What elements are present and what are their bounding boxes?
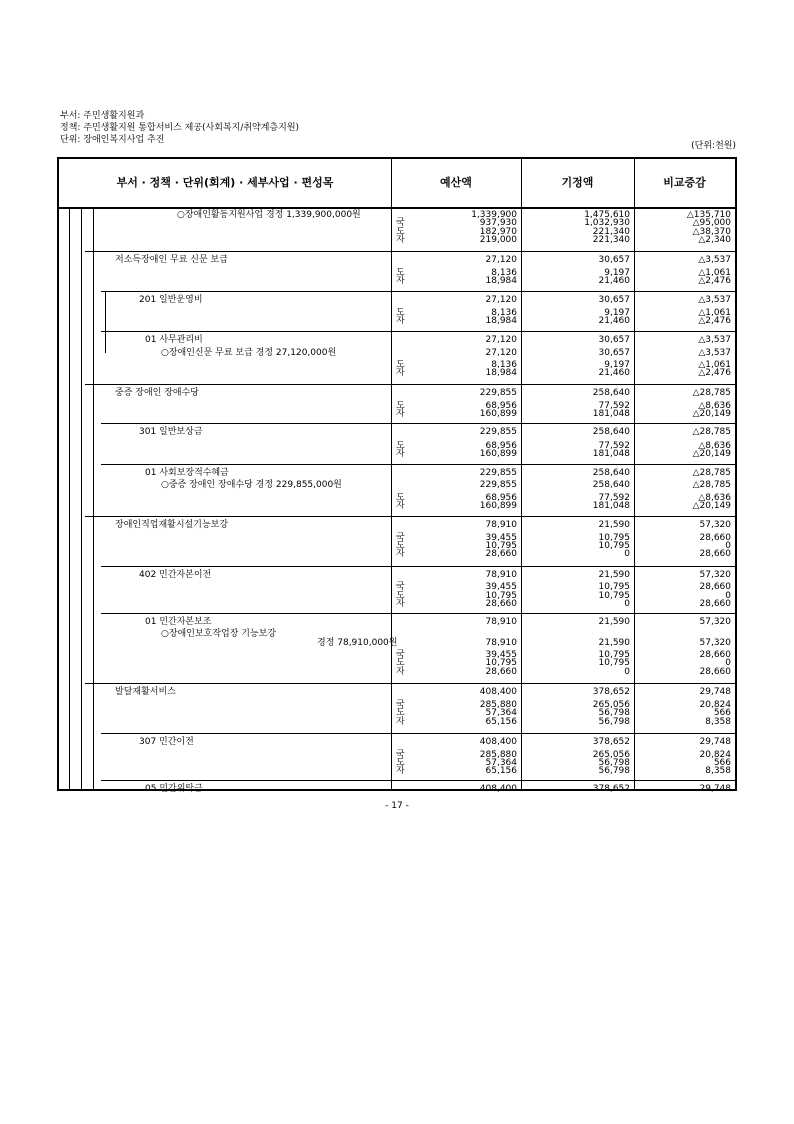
row-budget-value: 285,880 [479,750,517,760]
row-budget-value: 27,120 [485,295,517,305]
row-previous-value: 21,460 [598,368,630,378]
row-source-label: 자 [396,449,405,459]
row-separator [85,516,735,517]
row-diff-value: 28,660 [699,549,731,559]
row-diff-value: △8,636 [698,493,731,503]
row-diff-value: △2,340 [698,235,731,245]
row-previous-value: 1,475,610 [584,210,630,220]
row-budget-value: 27,120 [485,335,517,345]
row-separator [85,683,735,684]
row-budget-value: 229,855 [479,427,517,437]
department-line: 부서: 주민생활지원과 [60,111,145,121]
indent-guide [105,291,106,353]
row-previous-value: 77,592 [598,441,630,451]
row-source-label: 도 [396,360,405,370]
row-previous-value: 21,590 [598,638,630,648]
row-budget-value: 78,910 [485,570,517,580]
row-diff-value: 28,660 [699,667,731,677]
row-previous-value: 265,056 [592,700,630,710]
row-diff-value: 29,748 [699,687,731,697]
row-previous-value: 77,592 [598,493,630,503]
row-budget-value: 8,136 [491,360,517,370]
row-budget-value: 68,956 [485,401,517,411]
row-diff-value: 29,748 [699,784,731,794]
row-item-label: ○장애인보호작업장 기능보강 [161,629,277,639]
row-budget-value: 57,364 [485,758,517,768]
row-previous-value: 56,798 [598,708,630,718]
row-previous-value: 56,798 [598,766,630,776]
row-budget-value: 68,956 [485,441,517,451]
row-item-label: 01 사무관리비 [145,335,203,345]
row-diff-value: △3,537 [698,335,731,345]
row-budget-value: 39,455 [485,582,517,592]
row-previous-value: 258,640 [592,480,630,490]
row-diff-value: △28,785 [692,480,731,490]
row-previous-value: 258,640 [592,388,630,398]
row-item-label: ○중증 장애인 장애수당 경정 229,855,000원 [161,480,342,490]
row-budget-value: 18,984 [485,368,517,378]
row-previous-value: 21,460 [598,316,630,326]
row-diff-value: 0 [725,658,731,668]
row-diff-value: △8,636 [698,401,731,411]
row-separator [101,733,735,734]
row-previous-value: 0 [624,667,630,677]
row-previous-value: 10,795 [598,541,630,551]
row-budget-value: 78,910 [485,520,517,530]
row-source-label: 국 [396,750,405,760]
row-diff-value: 29,748 [699,737,731,747]
row-previous-value: 221,340 [592,235,630,245]
row-previous-value: 21,590 [598,520,630,530]
column-divider [521,159,522,789]
row-budget-value: 65,156 [485,717,517,727]
row-budget-value: 57,364 [485,708,517,718]
row-source-label: 국 [396,582,405,592]
row-previous-value: 378,652 [592,784,630,794]
row-diff-value: △1,061 [698,268,731,278]
row-previous-value: 378,652 [592,737,630,747]
row-budget-value: 39,455 [485,533,517,543]
row-budget-value: 408,400 [479,737,517,747]
row-source-label: 자 [396,235,405,245]
row-previous-value: 21,590 [598,617,630,627]
row-previous-value: 258,640 [592,468,630,478]
row-separator [101,780,735,781]
row-diff-value: △20,149 [692,409,731,419]
row-budget-value: 160,899 [479,449,517,459]
policy-line: 정책: 주민생활지원 통합서비스 제공(사회복지/취약계층지원) [60,123,300,133]
row-previous-value: 378,652 [592,687,630,697]
row-previous-value: 181,048 [592,501,630,511]
row-diff-value: △1,061 [698,360,731,370]
row-diff-value: 8,358 [705,717,731,727]
row-budget-value: 28,660 [485,599,517,609]
row-source-label: 자 [396,368,405,378]
row-budget-value: 39,455 [485,650,517,660]
column-divider [634,159,635,789]
row-diff-value: 28,660 [699,533,731,543]
row-diff-value: △3,537 [698,295,731,305]
row-source-label: 자 [396,667,405,677]
row-diff-value: △2,476 [698,368,731,378]
row-source-label: 도 [396,268,405,278]
row-item-label: ○장애인신문 무료 보급 경정 27,120,000원 [161,348,337,358]
row-source-label: 자 [396,599,405,609]
row-diff-value: △1,061 [698,308,731,318]
row-item-label: 중증 장애인 장애수당 [115,388,199,398]
row-separator [101,291,735,292]
row-budget-value: 18,984 [485,316,517,326]
row-source-label: 도 [396,401,405,411]
row-source-label: 국 [396,218,405,228]
row-diff-value: 20,824 [699,750,731,760]
row-budget-value: 1,339,900 [471,210,517,220]
row-source-label: 도 [396,758,405,768]
budget-table [57,157,737,794]
row-diff-value: 28,660 [699,599,731,609]
page-number: - 17 - [385,801,409,811]
row-item-label: 01 민간자본보조 [145,617,212,627]
row-diff-value: △28,785 [692,388,731,398]
row-diff-value: △2,476 [698,276,731,286]
row-item-label: 경정 78,910,000원 [317,638,398,648]
row-diff-value: △8,636 [698,441,731,451]
row-separator [101,464,735,465]
row-diff-value: 28,660 [699,582,731,592]
row-separator [101,566,735,567]
row-item-label: 발달재활서비스 [115,687,176,697]
row-previous-value: 9,197 [604,268,630,278]
row-diff-value: 566 [713,758,731,768]
header-budget: 예산액 [440,176,472,189]
row-budget-value: 18,984 [485,276,517,286]
row-source-label: 도 [396,227,405,237]
row-previous-value: 30,657 [598,295,630,305]
row-diff-value: 20,824 [699,700,731,710]
row-previous-value: 56,798 [598,758,630,768]
row-budget-value: 10,795 [485,658,517,668]
row-previous-value: 0 [624,549,630,559]
row-diff-value: △28,785 [692,468,731,478]
row-item-label: 307 민간이전 [139,737,194,747]
row-diff-value: △28,785 [692,427,731,437]
row-budget-value: 8,136 [491,308,517,318]
row-budget-value: 68,956 [485,493,517,503]
row-previous-value: 77,592 [598,401,630,411]
header-previous: 기정액 [561,176,594,189]
row-source-label: 자 [396,409,405,419]
row-source-label: 도 [396,308,405,318]
row-source-label: 국 [396,700,405,710]
row-source-label: 자 [396,766,405,776]
row-budget-value: 28,660 [485,549,517,559]
row-budget-value: 229,855 [479,468,517,478]
row-budget-value: 10,795 [485,541,517,551]
row-separator [101,613,735,614]
row-diff-value: △3,537 [698,348,731,358]
row-source-label: 국 [396,533,405,543]
row-budget-value: 10,795 [485,591,517,601]
indent-guide [81,207,82,789]
row-budget-value: 160,899 [479,409,517,419]
row-budget-value: 78,910 [485,617,517,627]
row-previous-value: 221,340 [592,227,630,237]
row-item-label: 301 일반보상금 [139,427,203,437]
row-budget-value: 408,400 [479,784,517,794]
row-budget-value: 229,855 [479,388,517,398]
row-source-label: 자 [396,276,405,286]
unit-line: 단위: 장애인복지사업 추진 [60,135,165,145]
row-previous-value: 9,197 [604,308,630,318]
row-item-label: 01 사회보장적수혜금 [145,468,229,478]
row-separator [101,423,735,424]
row-item-label: 05 민간위탁금 [145,784,203,794]
row-diff-value: 566 [713,708,731,718]
row-diff-value: △20,149 [692,449,731,459]
row-source-label: 도 [396,708,405,718]
row-diff-value: △20,149 [692,501,731,511]
header-diff: 비교증감 [663,176,706,189]
row-diff-value: 57,320 [699,617,731,627]
row-source-label: 자 [396,316,405,326]
row-budget-value: 27,120 [485,255,517,265]
row-budget-value: 160,899 [479,501,517,511]
row-source-label: 자 [396,717,405,727]
row-diff-value: △95,000 [692,218,731,228]
row-diff-value: △38,370 [692,227,731,237]
row-item-label: 저소득장애인 무료 신문 보급 [115,255,228,265]
row-source-label: 국 [396,650,405,660]
row-diff-value: 8,358 [705,766,731,776]
row-budget-value: 78,910 [485,638,517,648]
row-previous-value: 10,795 [598,591,630,601]
row-diff-value: △2,476 [698,316,731,326]
row-previous-value: 30,657 [598,255,630,265]
row-budget-value: 285,880 [479,700,517,710]
row-item-label: 장애인직업재활시설기능보강 [115,520,229,530]
header-item: 부서 · 정책 · 단위(회계) · 세부사업 · 편성목 [116,176,334,189]
row-previous-value: 10,795 [598,582,630,592]
row-source-label: 도 [396,658,405,668]
row-budget-value: 8,136 [491,268,517,278]
row-budget-value: 229,855 [479,480,517,490]
row-item-label: 402 민간자본이전 [139,570,212,580]
row-previous-value: 1,032,930 [584,218,630,228]
row-source-label: 도 [396,591,405,601]
row-previous-value: 10,795 [598,658,630,668]
row-diff-value: 0 [725,541,731,551]
row-budget-value: 28,660 [485,667,517,677]
row-item-label: 201 일반운영비 [139,295,203,305]
row-previous-value: 258,640 [592,427,630,437]
row-previous-value: 181,048 [592,449,630,459]
row-previous-value: 30,657 [598,335,630,345]
row-previous-value: 9,197 [604,360,630,370]
row-diff-value: △3,537 [698,255,731,265]
row-previous-value: 10,795 [598,533,630,543]
indent-guide [69,207,70,789]
row-previous-value: 21,590 [598,570,630,580]
row-source-label: 자 [396,501,405,511]
row-source-label: 자 [396,549,405,559]
row-diff-value: 57,320 [699,520,731,530]
row-previous-value: 181,048 [592,409,630,419]
row-source-label: 도 [396,441,405,451]
row-source-label: 도 [396,541,405,551]
row-source-label: 도 [396,493,405,503]
row-separator [85,251,735,252]
unit-note: (단위:천원) [691,141,736,151]
row-diff-value: 57,320 [699,638,731,648]
row-item-label: ○장애인활동지원사업 경정 1,339,900,000원 [177,210,361,220]
row-budget-value: 219,000 [479,235,517,245]
row-separator [101,331,735,332]
row-previous-value: 21,460 [598,276,630,286]
row-budget-value: 937,930 [479,218,517,228]
row-diff-value: 57,320 [699,570,731,580]
row-previous-value: 10,795 [598,650,630,660]
row-budget-value: 65,156 [485,766,517,776]
row-previous-value: 30,657 [598,348,630,358]
row-budget-value: 27,120 [485,348,517,358]
row-diff-value: △135,710 [686,210,731,220]
row-diff-value: 28,660 [699,650,731,660]
row-diff-value: 0 [725,591,731,601]
indent-guide [93,207,94,789]
row-budget-value: 182,970 [479,227,517,237]
row-previous-value: 265,056 [592,750,630,760]
row-separator [85,384,735,385]
row-previous-value: 56,798 [598,717,630,727]
row-previous-value: 0 [624,599,630,609]
row-budget-value: 408,400 [479,687,517,697]
